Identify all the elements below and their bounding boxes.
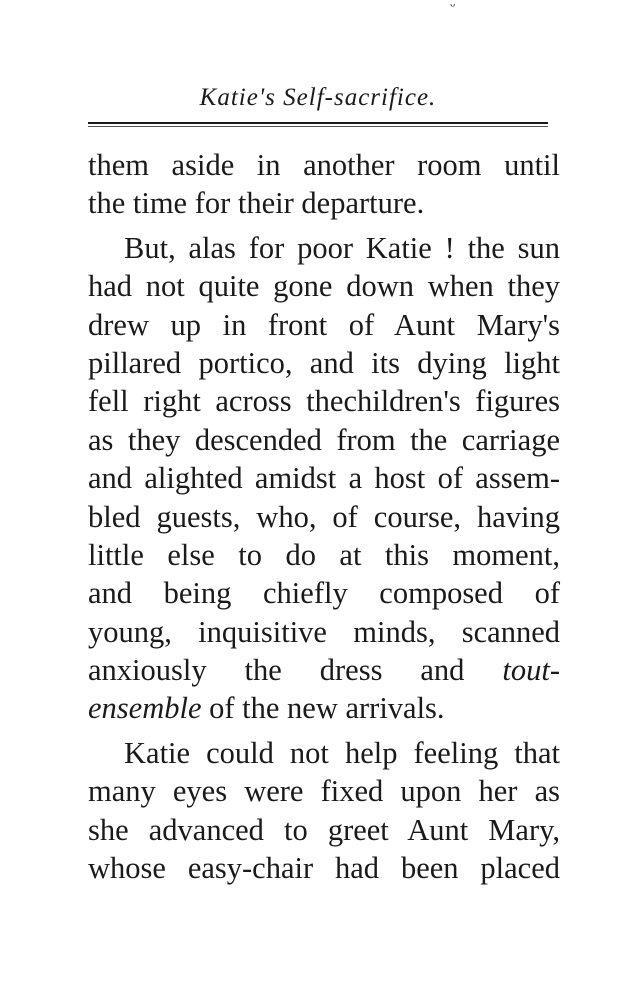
text-line-roman: anxiously the dress and — [88, 653, 503, 688]
text-line: Katie could not help feeling that — [124, 735, 560, 770]
text-line — [88, 689, 560, 727]
paragraph-1 — [88, 146, 560, 223]
text-line: whose easy-chair had been placed — [88, 851, 560, 886]
header-rule — [88, 122, 548, 124]
body-text — [88, 146, 560, 887]
text-line: the time for their departure. — [88, 186, 425, 221]
corner-mark: ᵕ — [450, 0, 456, 15]
text-line: bled guests, who, of course, having — [88, 499, 560, 534]
text-line: pillared portico, and its dying light — [88, 345, 560, 380]
text-line: little else to do at this moment, — [88, 537, 560, 572]
text-line: had not quite gone down when they — [88, 269, 560, 304]
text-line: fell right across thechildren's figures — [88, 384, 560, 419]
text-line-italic: tout- — [502, 653, 560, 688]
header-rule-thin — [88, 126, 548, 127]
text-line: many eyes were fixed upon her as — [88, 774, 560, 809]
text-line: young, inquisitive minds, scanned — [88, 614, 560, 649]
text-line: them aside in another room until — [88, 148, 560, 182]
running-head: Katie's Self-sacrifice. — [199, 84, 437, 111]
text-line: as they descended from the carriage — [88, 422, 560, 457]
text-line: drew up in front of Aunt Mary's — [88, 307, 560, 342]
text-line: she advanced to greet Aunt Mary, — [88, 812, 560, 847]
text-line — [88, 651, 560, 689]
paragraph-3 — [88, 734, 560, 888]
text-line: and being chiefly composed of — [88, 576, 560, 611]
paragraph-2 — [88, 229, 560, 728]
text-line-italic: ensemble — [88, 691, 202, 726]
text-line: and alighted amidst a host of assem- — [88, 461, 560, 496]
text-line-roman: of the new arrivals. — [201, 691, 445, 726]
text-line: But, alas for poor Katie ! the sun — [124, 230, 560, 265]
